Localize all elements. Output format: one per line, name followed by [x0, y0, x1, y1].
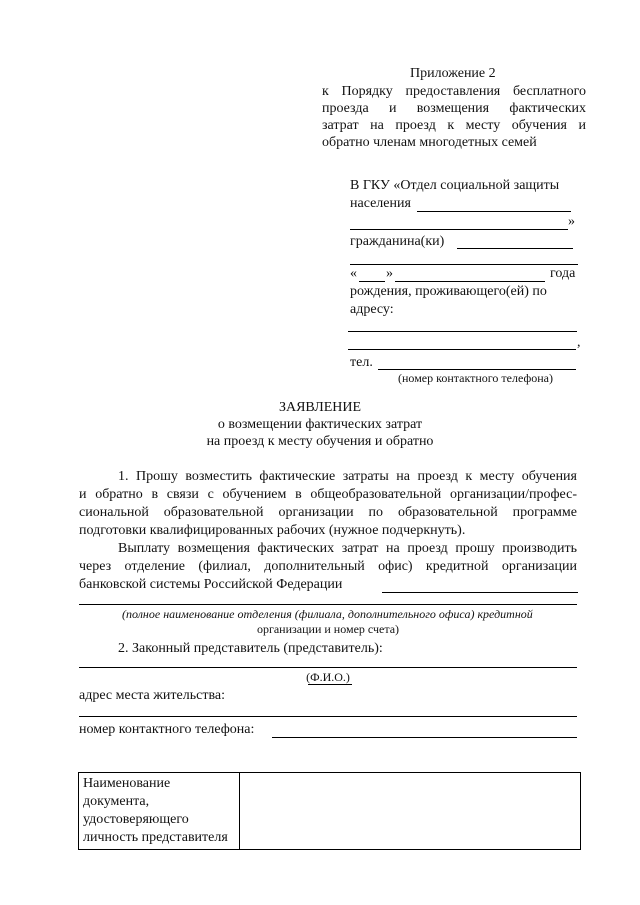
citizen-extra-blank[interactable] — [350, 264, 578, 265]
tel-caption: (номер контактного телефона) — [398, 371, 553, 385]
bank-name-blank[interactable] — [382, 592, 578, 593]
appendix-line-1: к Порядку предоставления бесплатного — [322, 84, 586, 99]
citizen-name-blank[interactable] — [457, 248, 573, 249]
document-subtitle-2: на проезд к месту обучения и обратно — [206, 434, 434, 449]
rep-address-blank[interactable] — [79, 716, 577, 717]
fio-caption-underline — [308, 684, 352, 685]
citizen-label: гражданина(ки) — [350, 234, 445, 249]
representative-name-blank[interactable] — [79, 667, 577, 668]
p2-line-3: банковской системы Российской Федерации — [79, 577, 343, 592]
rep-phone-blank[interactable] — [272, 737, 577, 738]
table-label-line-1: Наименование — [83, 776, 171, 791]
fio-caption: (Ф.И.О.) — [306, 670, 350, 684]
p2-line-2: через отделение (филиал, дополнительный офис) кредитной организации — [79, 559, 577, 574]
birth-day-blank[interactable] — [359, 281, 385, 282]
addressee-to: В ГКУ «Отдел социальной защиты — [350, 178, 560, 193]
table-row — [79, 773, 581, 850]
address-blank-1[interactable] — [348, 331, 577, 332]
table-label-cell — [79, 773, 240, 850]
addressee-population-label: населения — [350, 196, 411, 211]
p2-line-1: Выплату возмещения фактических затрат на проезд прошу производить — [118, 541, 577, 556]
rep-address-label: адрес места жительства: — [79, 688, 225, 703]
tel-label: тел. — [350, 355, 373, 370]
appendix-line-4: обратно членам многодетных семей — [322, 135, 537, 150]
representative-document-table — [78, 772, 581, 850]
p1-line-2: и обратно в связи с обучением в общеобразовательной организации/профес- — [79, 487, 577, 502]
appendix-line-2: проезда и возмещения фактических — [322, 101, 586, 116]
document-title: ЗАЯВЛЕНИЕ — [278, 400, 362, 415]
representative-label: 2. Законный представитель (представитель): — [118, 641, 383, 656]
rep-phone-label: номер контактного телефона: — [79, 722, 255, 737]
p1-line-4: подготовки квалифицированных рабочих (нужное подчеркнуть). — [79, 523, 466, 538]
address-blank-2[interactable] — [348, 349, 576, 350]
document-subtitle-1: о возмещении фактических затрат — [217, 417, 423, 432]
tel-blank[interactable] — [378, 369, 576, 370]
p1-line-1: 1. Прошу возместить фактические затраты на проезд к месту обучения — [118, 469, 577, 484]
addressee-blank-line[interactable] — [350, 229, 568, 230]
birth-quote-open: « — [350, 266, 357, 281]
table-value-cell[interactable] — [240, 773, 581, 850]
table-label-line-2: документа, — [83, 794, 150, 809]
address-comma: , — [577, 335, 581, 350]
addressee-close-quote: » — [568, 214, 575, 229]
birth-month-blank[interactable] — [395, 281, 545, 282]
table-label-line-3: удостоверяющего — [83, 812, 189, 827]
bank-caption-1: (полное наименование отделения (филиала, дополнительного офиса) кредитной — [122, 607, 533, 621]
address-label: адресу: — [350, 302, 394, 317]
bank-details-blank[interactable] — [79, 604, 577, 605]
birth-residence-label: рождения, проживающего(ей) по — [350, 284, 547, 299]
table-label-line-4: личность представителя — [83, 830, 228, 845]
population-blank[interactable] — [417, 211, 571, 212]
p1-line-3: сиональной образовательной организации по образовательной программе — [79, 505, 577, 520]
birth-year-label: года — [550, 266, 576, 281]
appendix-title: Приложение 2 — [410, 66, 496, 81]
birth-quote-close: » — [386, 266, 393, 281]
appendix-line-3: затрат на проезд к месту обучения и — [322, 118, 586, 133]
bank-caption-2: организации и номер счета) — [256, 622, 400, 636]
